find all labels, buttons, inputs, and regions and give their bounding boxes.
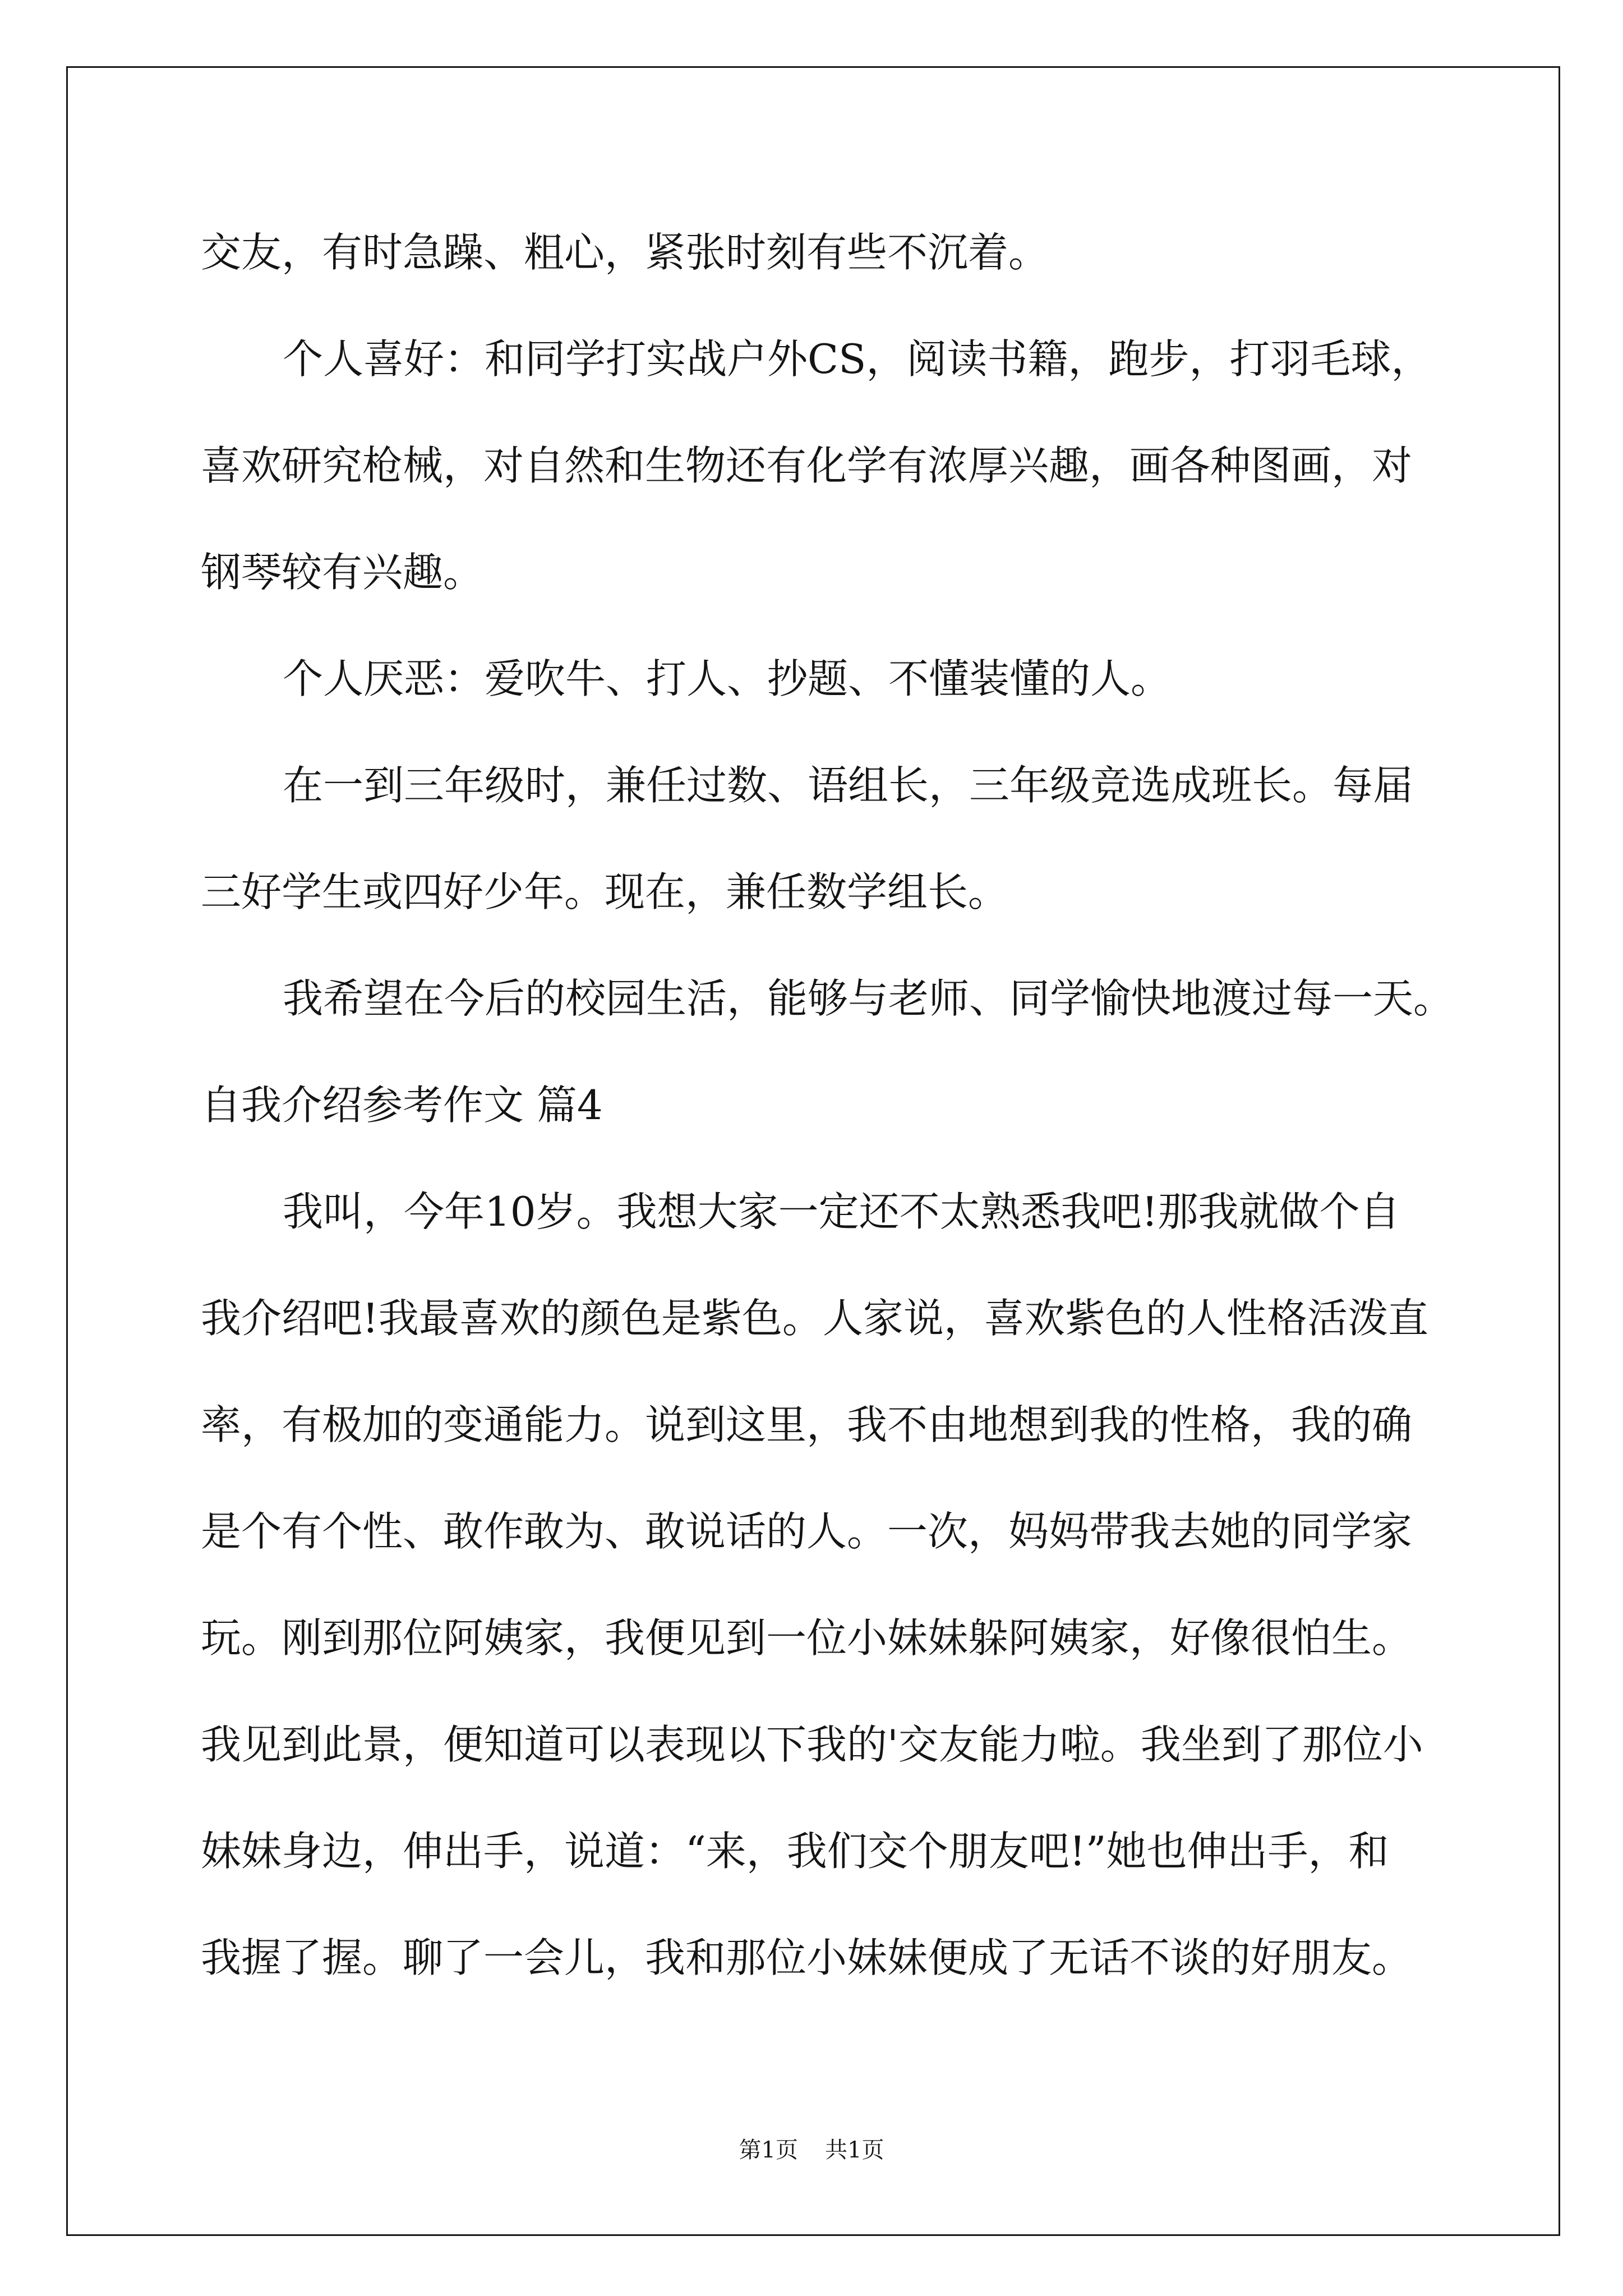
text-line: 我握了握。聊了一会儿，我和那位小妹妹便成了无话不谈的好朋友。	[201, 1934, 1413, 1981]
text-line: 个人喜好：和同学打实战户外CS，阅读书籍，跑步，打羽毛球，	[283, 335, 1432, 383]
paragraph	[201, 945, 1524, 1052]
section-heading: 自我介绍参考作文 篇4	[201, 1082, 603, 1129]
paragraph	[201, 199, 1524, 306]
text-line: 三好学生或四好少年。现在，兼任数学组长。	[201, 868, 1009, 915]
paragraph	[201, 732, 1524, 945]
text-line: 率，有极加的变通能力。说到这里，我不由地想到我的性格，我的确	[201, 1401, 1413, 1448]
text-line: 个人厌恶：爱吹牛、打人、抄题、不懂装懂的人。	[283, 655, 1172, 702]
text-line: 钢琴较有兴趣。	[201, 549, 484, 596]
text-line: 我希望在今后的校园生活，能够与老师、同学愉快地渡过每一天。	[283, 975, 1454, 1022]
paragraph	[201, 1158, 1524, 2011]
paragraph	[201, 306, 1524, 625]
text-line: 我叫，今年10岁。我想大家一定还不太熟悉我吧!那我就做个自	[283, 1188, 1400, 1235]
text-line: 我见到此景，便知道可以表现以下我的'交友能力啦。我坐到了那位小	[201, 1721, 1423, 1768]
text-line: 玩。刚到那位阿姨家，我便见到一位小妹妹躲阿姨家，好像很怕生。	[201, 1614, 1413, 1662]
page-total: 共1页	[825, 2137, 884, 2163]
text-line: 是个有个性、敢作敢为、敢说话的人。一次，妈妈带我去她的同学家	[201, 1508, 1413, 1555]
text-line: 妹妹身边，伸出手，说道：“来，我们交个朋友吧!”她也伸出手，和	[201, 1828, 1389, 1875]
section-heading-block	[201, 1052, 1524, 1158]
document-body	[201, 199, 1524, 2011]
text-line: 我介绍吧!我最喜欢的颜色是紫色。人家说，喜欢紫色的人性格活泼直	[201, 1295, 1428, 1342]
text-line: 喜欢研究枪械，对自然和生物还有化学有浓厚兴趣，画各种图画，对	[201, 442, 1413, 489]
text-line: 交友，有时急躁、粗心，紧张时刻有些不沉着。	[201, 229, 1049, 276]
paragraph	[201, 625, 1524, 732]
page-footer	[0, 2133, 1623, 2167]
page-number: 第1页	[739, 2137, 798, 2163]
text-line: 在一到三年级时，兼任过数、语组长，三年级竞选成班长。每届	[283, 762, 1414, 809]
